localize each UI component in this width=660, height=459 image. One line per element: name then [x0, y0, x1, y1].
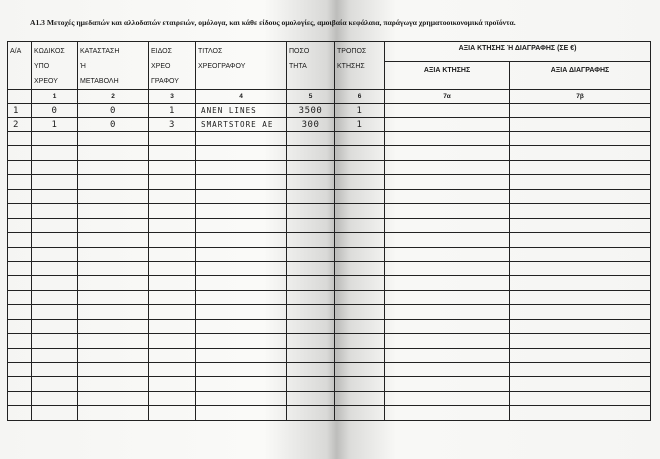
header-aa: Α/Α [10, 48, 22, 55]
empty-table-row [8, 204, 651, 218]
empty-cell [510, 363, 651, 377]
empty-cell [510, 319, 651, 333]
empty-cell [8, 406, 32, 420]
empty-cell [287, 334, 335, 348]
empty-cell [335, 391, 385, 405]
empty-cell [287, 305, 335, 319]
header-status: ΚΑΤΑΣΤΑΣΗ Ή ΜΕΤΑΒΟΛΗ [80, 48, 120, 85]
empty-cell [149, 391, 196, 405]
empty-cell [8, 218, 32, 232]
empty-cell [32, 276, 78, 290]
empty-cell [149, 334, 196, 348]
empty-cell [196, 377, 287, 391]
empty-cell [32, 146, 78, 160]
empty-cell [510, 160, 651, 174]
empty-cell [78, 276, 149, 290]
empty-cell [149, 377, 196, 391]
empty-cell [78, 233, 149, 247]
empty-cell [78, 391, 149, 405]
empty-cell [385, 290, 510, 304]
empty-cell [385, 233, 510, 247]
cell-status: 0 [78, 104, 149, 118]
empty-cell [149, 348, 196, 362]
empty-cell [510, 247, 651, 261]
header-value-group: ΑΞΙΑ ΚΤΗΣΗΣ Ή ΔΙΑΓΡΑΦΗΣ (ΣΕ €) [458, 45, 577, 52]
empty-cell [335, 363, 385, 377]
cell-code: 0 [32, 104, 78, 118]
empty-cell [196, 233, 287, 247]
empty-cell [287, 363, 335, 377]
empty-cell [78, 247, 149, 261]
empty-cell [196, 189, 287, 203]
empty-cell [149, 305, 196, 319]
empty-table-row [8, 363, 651, 377]
empty-cell [8, 276, 32, 290]
empty-cell [287, 175, 335, 189]
empty-cell [149, 132, 196, 146]
empty-cell [287, 348, 335, 362]
empty-cell [287, 146, 335, 160]
empty-table-row [8, 377, 651, 391]
empty-cell [149, 247, 196, 261]
empty-table-row [8, 348, 651, 362]
empty-cell [287, 218, 335, 232]
empty-cell [149, 319, 196, 333]
empty-cell [32, 290, 78, 304]
table-row [8, 104, 651, 118]
empty-cell [8, 247, 32, 261]
empty-cell [196, 305, 287, 319]
empty-cell [8, 290, 32, 304]
empty-cell [32, 334, 78, 348]
empty-cell [78, 305, 149, 319]
empty-cell [8, 391, 32, 405]
header-row [8, 42, 651, 62]
empty-cell [335, 348, 385, 362]
empty-cell [385, 305, 510, 319]
empty-table-row [8, 261, 651, 275]
empty-cell [149, 218, 196, 232]
empty-cell [196, 175, 287, 189]
cell-security: SMARTSTORE AE [196, 118, 287, 132]
empty-cell [8, 160, 32, 174]
cell-disp-value [510, 104, 651, 118]
empty-cell [287, 276, 335, 290]
empty-cell [196, 276, 287, 290]
empty-cell [510, 204, 651, 218]
empty-cell [196, 290, 287, 304]
empty-cell [78, 160, 149, 174]
cell-type: 1 [149, 104, 196, 118]
empty-cell [78, 363, 149, 377]
empty-cell [32, 204, 78, 218]
empty-cell [510, 391, 651, 405]
empty-cell [8, 377, 32, 391]
header-code: ΚΩΔΙΚΟΣ ΥΠΟ ΧΡΕΟΥ [34, 48, 65, 85]
empty-cell [385, 319, 510, 333]
empty-cell [32, 319, 78, 333]
empty-cell [78, 348, 149, 362]
col-num: 1 [32, 90, 78, 104]
empty-cell [78, 132, 149, 146]
empty-cell [8, 146, 32, 160]
empty-cell [149, 363, 196, 377]
col-num: 7α [385, 90, 510, 104]
cell-acq-value [385, 104, 510, 118]
cell-security: AΝΕΝ LINES [196, 104, 287, 118]
empty-cell [149, 160, 196, 174]
cell-aa: 1 [8, 104, 32, 118]
empty-cell [335, 319, 385, 333]
empty-cell [149, 276, 196, 290]
empty-cell [8, 319, 32, 333]
empty-cell [287, 290, 335, 304]
empty-cell [196, 132, 287, 146]
form-title: Α1.3 Μετοχές ημεδαπών και αλλοδαπών εταιρειών, ομόλογα, και κάθε είδους ομολογίες, αμοιβαία κεφάλαια, παράγωγα χρηματοοικονομικά προϊόντα. [30, 18, 516, 27]
empty-cell [78, 290, 149, 304]
empty-table-row [8, 189, 651, 203]
empty-cell [78, 175, 149, 189]
empty-cell [510, 305, 651, 319]
empty-cell [196, 334, 287, 348]
empty-cell [335, 261, 385, 275]
empty-cell [149, 204, 196, 218]
empty-table-row [8, 233, 651, 247]
empty-cell [32, 233, 78, 247]
empty-cell [196, 160, 287, 174]
empty-cell [335, 247, 385, 261]
empty-cell [335, 305, 385, 319]
cell-quantity: 300 [287, 118, 335, 132]
empty-table-row [8, 160, 651, 174]
empty-cell [196, 247, 287, 261]
empty-cell [32, 406, 78, 420]
empty-cell [32, 160, 78, 174]
empty-cell [78, 218, 149, 232]
empty-cell [385, 348, 510, 362]
empty-cell [32, 363, 78, 377]
empty-cell [385, 334, 510, 348]
empty-cell [32, 391, 78, 405]
empty-cell [335, 204, 385, 218]
header-security: ΤΙΤΛΟΣ ΧΡΕΟΓΡΑΦΟΥ [198, 48, 246, 70]
empty-cell [32, 305, 78, 319]
cell-quantity: 3500 [287, 104, 335, 118]
empty-cell [287, 204, 335, 218]
empty-cell [385, 363, 510, 377]
empty-cell [335, 160, 385, 174]
header-type: ΕΙΔΟΣ ΧΡΕΟ ΓΡΑΦΟΥ [151, 48, 179, 85]
empty-cell [510, 377, 651, 391]
empty-table-row [8, 276, 651, 290]
empty-cell [510, 175, 651, 189]
empty-cell [32, 189, 78, 203]
empty-cell [196, 261, 287, 275]
empty-cell [287, 247, 335, 261]
empty-cell [385, 276, 510, 290]
empty-cell [196, 218, 287, 232]
empty-cell [335, 146, 385, 160]
empty-table-row [8, 146, 651, 160]
col-num: 2 [78, 90, 149, 104]
empty-cell [510, 189, 651, 203]
empty-cell [287, 391, 335, 405]
empty-cell [196, 363, 287, 377]
empty-cell [287, 233, 335, 247]
empty-cell [8, 132, 32, 146]
empty-cell [287, 132, 335, 146]
empty-cell [196, 406, 287, 420]
empty-cell [335, 290, 385, 304]
empty-table-row [8, 406, 651, 420]
empty-table-row [8, 305, 651, 319]
empty-cell [335, 189, 385, 203]
empty-cell [335, 377, 385, 391]
empty-cell [385, 247, 510, 261]
empty-cell [287, 261, 335, 275]
empty-cell [32, 218, 78, 232]
empty-table-row [8, 247, 651, 261]
empty-cell [149, 189, 196, 203]
empty-cell [510, 218, 651, 232]
cell-method: 1 [335, 118, 385, 132]
empty-cell [149, 233, 196, 247]
empty-cell [510, 146, 651, 160]
empty-cell [385, 146, 510, 160]
empty-cell [287, 319, 335, 333]
empty-cell [510, 261, 651, 275]
cell-code: 1 [32, 118, 78, 132]
column-number-row [8, 90, 651, 104]
empty-cell [8, 261, 32, 275]
empty-cell [510, 334, 651, 348]
empty-cell [8, 348, 32, 362]
empty-cell [385, 204, 510, 218]
empty-cell [196, 146, 287, 160]
empty-cell [8, 189, 32, 203]
empty-cell [149, 406, 196, 420]
empty-cell [149, 290, 196, 304]
securities-table [7, 41, 651, 421]
col-num-aa [8, 90, 32, 104]
cell-disp-value [510, 118, 651, 132]
empty-cell [385, 406, 510, 420]
cell-status: 0 [78, 118, 149, 132]
empty-cell [78, 406, 149, 420]
cell-acq-value [385, 118, 510, 132]
empty-cell [8, 175, 32, 189]
empty-cell [510, 233, 651, 247]
empty-cell [8, 363, 32, 377]
empty-cell [335, 233, 385, 247]
empty-cell [78, 204, 149, 218]
empty-cell [196, 319, 287, 333]
col-num: 5 [287, 90, 335, 104]
empty-cell [385, 189, 510, 203]
empty-cell [8, 305, 32, 319]
empty-cell [196, 204, 287, 218]
col-num: 3 [149, 90, 196, 104]
empty-cell [149, 261, 196, 275]
empty-cell [32, 175, 78, 189]
col-num: 7β [510, 90, 651, 104]
empty-table-row [8, 391, 651, 405]
empty-cell [78, 319, 149, 333]
empty-table-row [8, 290, 651, 304]
empty-cell [196, 391, 287, 405]
empty-cell [287, 160, 335, 174]
empty-table-row [8, 175, 651, 189]
empty-cell [78, 189, 149, 203]
empty-cell [335, 175, 385, 189]
empty-cell [78, 146, 149, 160]
empty-table-row [8, 334, 651, 348]
empty-cell [8, 334, 32, 348]
empty-cell [335, 132, 385, 146]
empty-cell [385, 391, 510, 405]
empty-cell [32, 247, 78, 261]
empty-cell [32, 348, 78, 362]
empty-rows [8, 132, 651, 421]
cell-type: 3 [149, 118, 196, 132]
empty-cell [32, 132, 78, 146]
empty-cell [385, 175, 510, 189]
empty-cell [8, 233, 32, 247]
empty-cell [335, 218, 385, 232]
empty-cell [510, 132, 651, 146]
col-num: 6 [335, 90, 385, 104]
empty-cell [335, 276, 385, 290]
header-method: ΤΡΟΠΟΣ ΚΤΗΣΗΣ [337, 48, 367, 70]
empty-cell [78, 334, 149, 348]
cell-method: 1 [335, 104, 385, 118]
empty-cell [510, 406, 651, 420]
empty-table-row [8, 319, 651, 333]
empty-table-row [8, 132, 651, 146]
empty-cell [78, 377, 149, 391]
empty-cell [287, 406, 335, 420]
empty-cell [32, 377, 78, 391]
empty-cell [287, 189, 335, 203]
empty-cell [385, 132, 510, 146]
empty-cell [149, 175, 196, 189]
empty-cell [32, 261, 78, 275]
empty-cell [8, 204, 32, 218]
empty-table-row [8, 218, 651, 232]
empty-cell [510, 276, 651, 290]
empty-cell [385, 377, 510, 391]
empty-cell [335, 334, 385, 348]
header-acq-value: ΑΞΙΑ ΚΤΗΣΗΣ [423, 66, 471, 74]
empty-cell [385, 261, 510, 275]
empty-cell [287, 377, 335, 391]
cell-aa: 2 [8, 118, 32, 132]
empty-cell [385, 218, 510, 232]
col-num: 4 [196, 90, 287, 104]
header-disp-value: ΑΞΙΑ ΔΙΑΓΡΑΦΗΣ [550, 66, 610, 74]
empty-cell [510, 348, 651, 362]
empty-cell [78, 261, 149, 275]
empty-cell [510, 290, 651, 304]
empty-cell [335, 406, 385, 420]
empty-cell [385, 160, 510, 174]
header-quantity: ΠΟΣΟ ΤΗΤΑ [289, 48, 310, 70]
table-row [8, 118, 651, 132]
empty-cell [196, 348, 287, 362]
empty-cell [149, 146, 196, 160]
